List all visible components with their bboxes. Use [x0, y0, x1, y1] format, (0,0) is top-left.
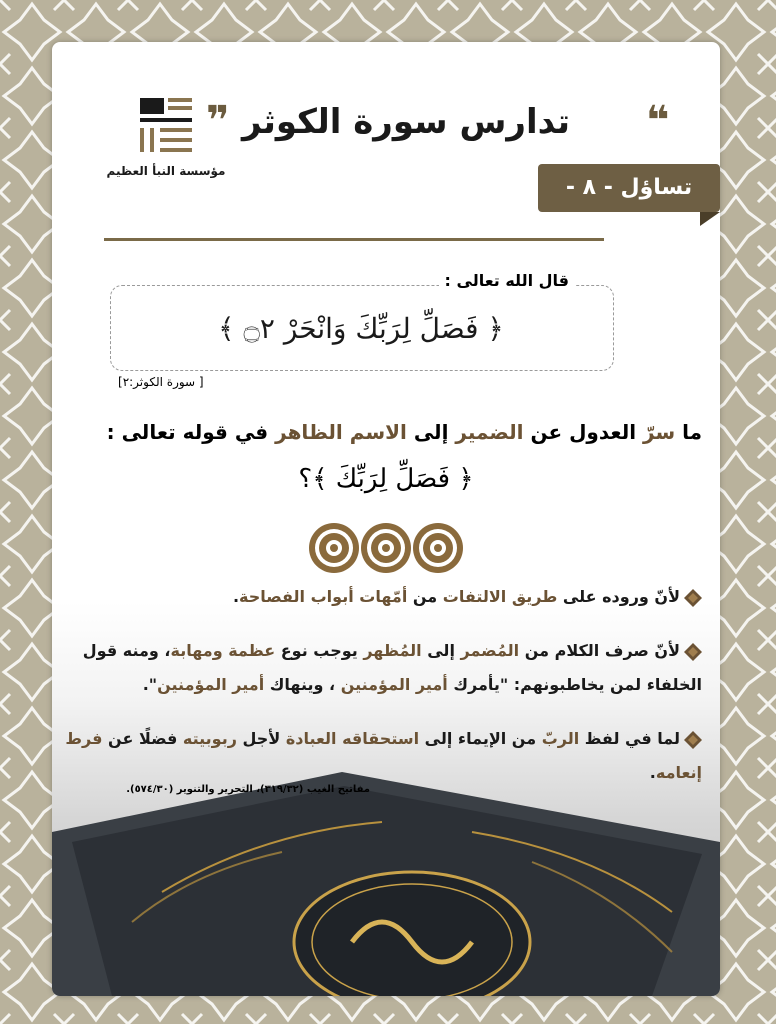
verse-intro: قال الله تعالى :: [439, 271, 575, 290]
diamond-bullet-icon: [684, 589, 702, 607]
logo: [106, 94, 226, 178]
divider-line: [104, 238, 604, 241]
question-text: ما سرّ العدول عن الضمير إلى الاسم الظاهر في قوله تعالى :: [106, 420, 702, 444]
answer-item-2: لأنّ صرف الكلام من المُضمر إلى المُظهر يوجب نوع عظمة ومهابة، ومنه قول الخلفاء لمن يخاطبونهم: "يأمرك أمير المؤمنين ، وينهاك أمير المؤمنين".: [82, 641, 702, 694]
rosette-icon: [413, 523, 463, 573]
logo-mark-icon: [136, 94, 196, 156]
rosette-icon: [361, 523, 411, 573]
ornament-divider: [306, 520, 466, 576]
question-badge: [538, 164, 720, 212]
verse-reference: [ سورة الكوثر:٢]: [118, 375, 204, 389]
source-note: مفاتيح الغيب (٣١٩/٣٢)، التحرير والتنوير (٥٧٤/٣٠).: [126, 784, 370, 795]
logo-caption: مؤسسة النبأ العظيم: [106, 164, 226, 178]
question-badge-label: تساؤل - ٨ -: [565, 175, 693, 200]
question-verse: ﴿ فَصَلِّ لِرَبِّكَ ﴾؟: [298, 464, 474, 494]
quote-mark-left-icon: ❞: [206, 98, 230, 144]
page-title: تدارس سورة الكوثر: [241, 102, 570, 142]
verse-text: ﴿ فَصَلِّ لِرَبِّكَ وَانْحَرْ ۝٢ ﴾: [218, 312, 504, 345]
answer-item-3: لما في لفظ الربّ من الإيماء إلى استحقاقه العبادة لأجل ربوبيته فضلًا عن فرط إنعامه.: [65, 729, 702, 782]
answer-item-1: لأنّ وروده على طريق الالتفات من أمّهات أبواب الفصاحة.: [62, 580, 702, 614]
rosette-icon: [309, 523, 359, 573]
diamond-bullet-icon: [684, 731, 702, 749]
quote-mark-right-icon: ❝: [646, 98, 670, 144]
quran-book-image: [52, 772, 720, 996]
ribbon-fold: [700, 212, 720, 226]
diamond-bullet-icon: [684, 643, 702, 661]
